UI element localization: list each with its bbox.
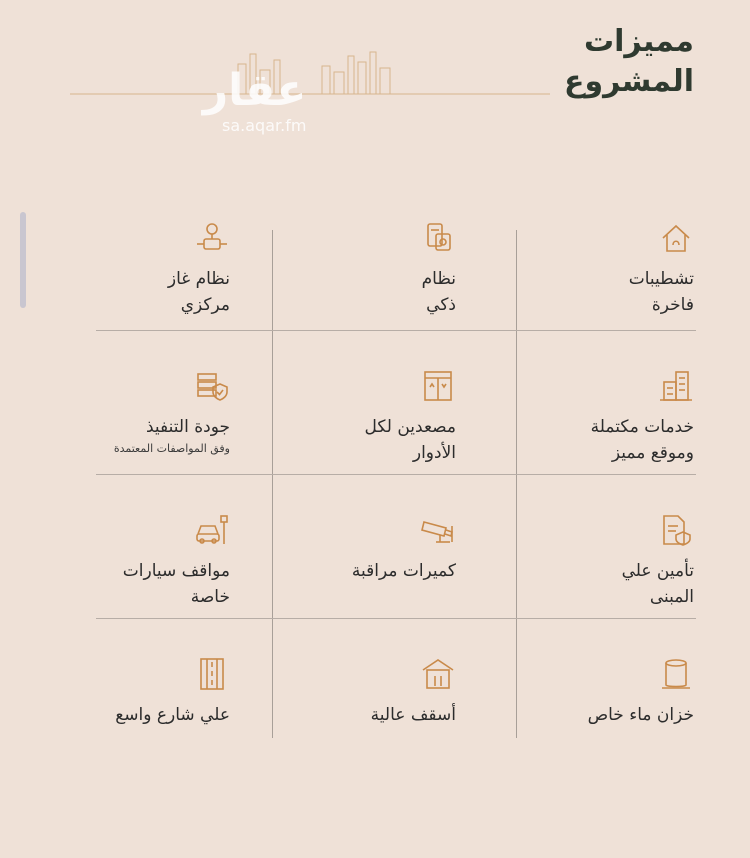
- smart-panel-icon: [420, 220, 456, 256]
- feature-building-insurance: [622, 512, 694, 610]
- feature-private-parking: [123, 512, 230, 610]
- feature-line-1: جودة التنفيذ: [146, 417, 230, 437]
- elevator-icon: [420, 368, 456, 404]
- feature-line-1: نظام غاز: [167, 269, 230, 289]
- feature-high-ceilings: [371, 656, 456, 728]
- feature-line-1: أسقف عالية: [370, 705, 456, 725]
- scrollbar-thumb[interactable]: [20, 212, 26, 308]
- security-camera-icon: [420, 512, 456, 548]
- grid-divider: [516, 230, 517, 738]
- quality-shield-icon: [194, 368, 230, 404]
- feature-line-2: الأدوار: [412, 443, 456, 463]
- grid-divider: [96, 618, 696, 619]
- high-ceiling-icon: [420, 656, 456, 692]
- feature-wide-street: [115, 656, 230, 728]
- feature-subtext: وفق المواصفات المعتمدة: [113, 442, 230, 455]
- feature-build-quality: [114, 368, 230, 456]
- buildings-icon: [658, 368, 694, 404]
- house-icon: [658, 220, 694, 256]
- feature-private-water-tank: [588, 656, 694, 728]
- feature-line-1: مواقف سيارات: [122, 561, 230, 581]
- watermark-url: sa.aqar.fm: [222, 116, 307, 135]
- water-tank-icon: [658, 656, 694, 692]
- grid-divider: [96, 330, 696, 331]
- feature-line-2: خاصة: [190, 587, 230, 607]
- car-parking-icon: [194, 512, 230, 548]
- feature-line-2: مركزي: [180, 295, 230, 315]
- skyline-illustration: [70, 48, 550, 98]
- feature-line-1: خدمات مكتملة: [590, 417, 694, 437]
- gas-valve-icon: [194, 220, 230, 256]
- feature-luxury-finishing: [629, 220, 694, 318]
- feature-line-1: مصعدين لكل: [364, 417, 456, 437]
- feature-line-1: تشطيبات: [628, 269, 694, 289]
- feature-line-1: تأمين علي: [621, 561, 694, 581]
- feature-line-2: ذكي: [426, 295, 456, 315]
- feature-smart-system: [420, 220, 456, 318]
- feature-line-1: علي شارع واسع: [115, 705, 230, 725]
- watermark: [196, 65, 307, 135]
- feature-surveillance-cameras: [352, 512, 456, 584]
- watermark-logo-text: عقار: [202, 65, 307, 116]
- features-grid: [96, 230, 696, 740]
- feature-central-gas: [168, 220, 230, 318]
- feature-line-1: نظام: [421, 269, 456, 289]
- insurance-document-icon: [658, 512, 694, 548]
- page-title: [564, 22, 694, 102]
- grid-divider: [272, 230, 273, 738]
- grid-divider: [96, 474, 696, 475]
- feature-line-2: المبنى: [649, 587, 694, 607]
- feature-line-1: خزان ماء خاص: [587, 705, 694, 725]
- feature-line-2: فاخرة: [651, 295, 694, 315]
- wide-street-icon: [194, 656, 230, 692]
- feature-line-1: كميرات مراقبة: [351, 561, 456, 581]
- feature-complete-services: [591, 368, 694, 466]
- title-line-1: مميزات: [583, 24, 694, 59]
- title-line-2: المشروع: [564, 64, 694, 99]
- feature-elevators: [365, 368, 457, 466]
- feature-line-2: وموقع مميز: [611, 443, 694, 463]
